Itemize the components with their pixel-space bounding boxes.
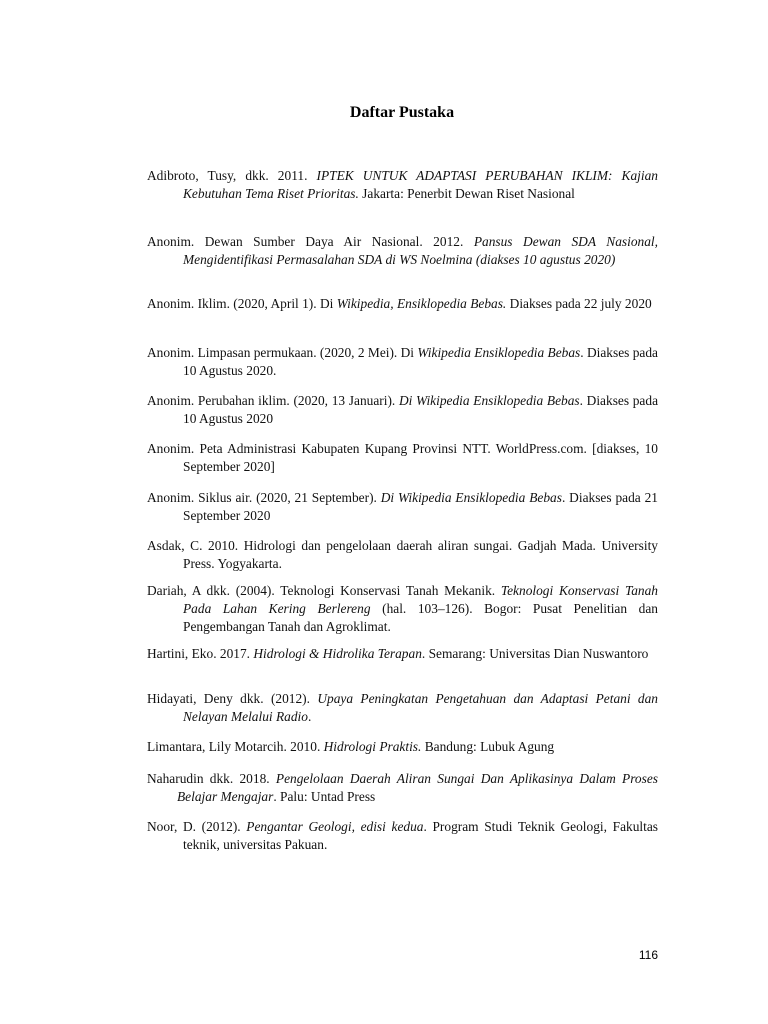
reference-title: Pengelolaan Daerah Aliran Sungai Dan Aplikasinya Dalam Proses Belajar Mengajar — [177, 771, 658, 804]
reference-item — [147, 167, 658, 203]
reference-item — [147, 344, 658, 380]
reference-publisher: . — [307, 709, 312, 724]
reference-item — [147, 582, 658, 636]
reference-publisher: Diakses pada 22 july 2020 — [506, 296, 652, 311]
reference-publisher: . Diakses pada 10 Agustus 2020. — [183, 345, 658, 378]
reference-title: Hidrologi & Hidrolika Terapan — [253, 646, 422, 661]
reference-title: IPTEK UNTUK ADAPTASI PERUBAHAN IKLIM: Kajian Kebutuhan Tema Riset Prioritas. — [183, 168, 659, 201]
reference-text: Hidayati, Deny dkk. (2012). — [147, 691, 318, 706]
reference-publisher: . Program Studi Teknik Geologi, Fakultas teknik, universitas Pakuan. — [183, 819, 658, 852]
reference-text: Noor, D. (2012). — [147, 819, 247, 834]
reference-item — [147, 818, 658, 854]
reference-publisher: Bandung: Lubuk Agung — [421, 739, 555, 754]
reference-title: Wikipedia, Ensiklopedia Bebas. — [336, 296, 507, 311]
reference-text: Anonim. Iklim. (2020, April 1). Di — [147, 296, 337, 311]
reference-title: Teknologi Konservasi Tanah Pada Lahan Kering Berlereng — [183, 583, 658, 616]
reference-publisher: Jakarta: Penerbit Dewan Riset Nasional — [358, 186, 575, 201]
reference-item — [147, 392, 658, 428]
reference-text: Naharudin dkk. 2018. — [147, 771, 276, 786]
reference-title: Di Wikipedia Ensiklopedia Bebas — [398, 393, 580, 408]
reference-title: Pansus Dewan SDA Nasional, Mengidentifikasi Permasalahan SDA di WS Noelmina (diakses 10 agustus 2020) — [183, 234, 658, 267]
reference-item — [147, 690, 658, 726]
reference-text: Anonim. Peta Administrasi Kabupaten Kupang Provinsi NTT. WorldPress.com. [diakses, 10 September 2020] — [147, 441, 658, 474]
reference-publisher: . Semarang: Universitas Dian Nuswantoro — [421, 646, 649, 661]
reference-item — [147, 738, 658, 756]
page-title: Daftar Pustaka — [349, 104, 455, 121]
reference-text: Adibroto, Tusy, dkk. 2011. — [147, 168, 317, 183]
reference-text: Anonim. Dewan Sumber Daya Air Nasional. 2012. — [147, 234, 474, 249]
reference-title: Hidrologi Praktis. — [323, 739, 422, 754]
reference-item — [147, 440, 658, 476]
reference-item — [147, 770, 658, 806]
reference-item — [147, 537, 658, 573]
reference-text: Anonim. Limpasan permukaan. (2020, 2 Mei). Di — [147, 345, 418, 360]
reference-item — [147, 645, 658, 663]
reference-publisher: . Diakses pada 10 Agustus 2020 — [183, 393, 659, 426]
reference-publisher: . Palu: Untad Press — [273, 789, 376, 804]
reference-item — [147, 295, 658, 313]
reference-text: Asdak, C. 2010. Hidrologi dan pengelolaan daerah aliran sungai. Gadjah Mada. University Press. Yogyakarta. — [147, 538, 658, 571]
reference-text: Anonim. Siklus air. (2020, 21 September). — [147, 490, 381, 505]
reference-text: Hartini, Eko. 2017. — [147, 646, 254, 661]
reference-item — [147, 233, 658, 269]
reference-text: Anonim. Perubahan iklim. (2020, 13 Januari). — [147, 393, 399, 408]
page-number: 116 — [638, 948, 658, 962]
reference-publisher: (hal. 103–126). Bogor: Pusat Penelitian dan Pengembangan Tanah dan Agroklimat. — [183, 601, 658, 634]
reference-title: Upaya Peningkatan Pengetahuan dan Adaptasi Petani dan Nelayan Melalui Radio — [183, 691, 658, 724]
reference-title: Wikipedia Ensiklopedia Bebas — [417, 345, 581, 360]
reference-item — [147, 489, 658, 525]
reference-text: Limantara, Lily Motarcih. 2010. — [147, 739, 324, 754]
reference-text: Dariah, A dkk. (2004). Teknologi Konservasi Tanah Mekanik. — [147, 583, 501, 598]
reference-title: Di Wikipedia Ensiklopedia Bebas — [380, 490, 562, 505]
reference-publisher: . Diakses pada 21 September 2020 — [183, 490, 658, 523]
reference-title: Pengantar Geologi, edisi kedua — [246, 819, 424, 834]
